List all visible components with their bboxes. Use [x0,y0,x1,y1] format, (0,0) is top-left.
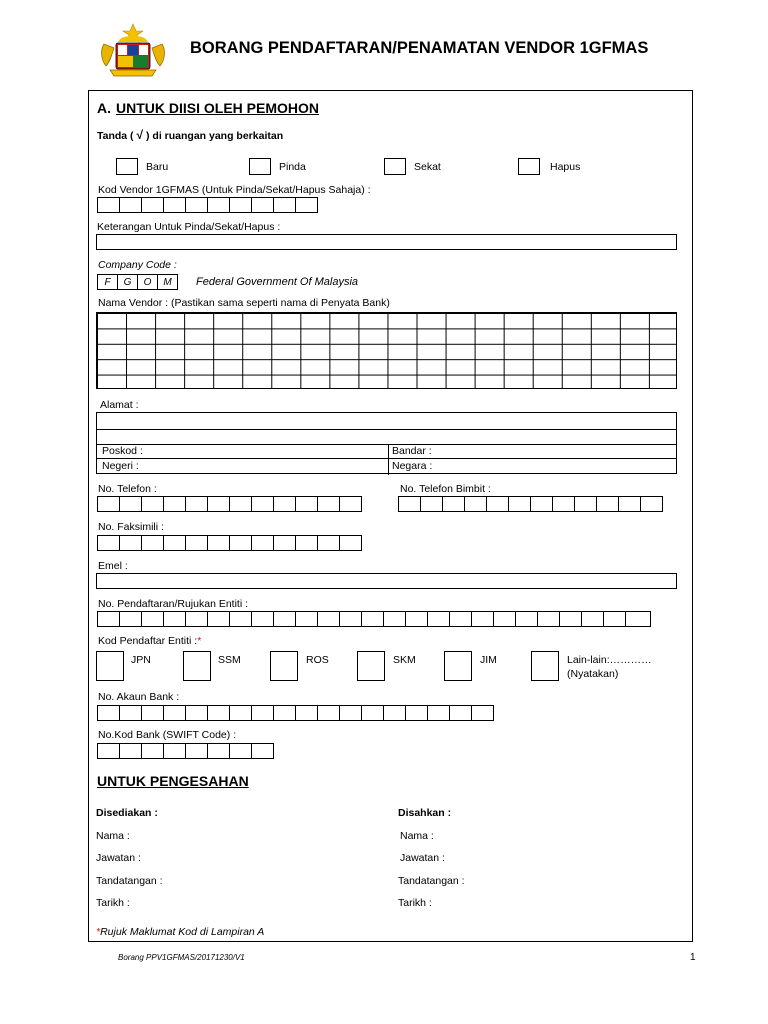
checkbox-sekat[interactable] [384,158,406,175]
telefon-bimbit-input[interactable] [398,496,662,512]
emel-label: Emel : [98,560,128,572]
footnote-mark: * [96,926,101,938]
entity-jpn-label: JPN [131,654,151,666]
disediakan-label: Disediakan : [96,807,158,819]
poskod-label: Poskod : [102,445,143,457]
company-code-label: Company Code : [98,259,177,271]
option-sekat-label: Sekat [414,161,441,173]
negeri-label: Negeri : [102,460,139,472]
tanda-instruction: Tanda ( √ ) di ruangan yang berkaitan [97,128,284,142]
telefon-input[interactable] [97,496,361,512]
company-code-boxes [97,274,178,290]
section-a-title: UNTUK DIISI OLEH PEMOHON [116,100,320,116]
section-a-prefix: A. [97,100,111,116]
alamat-label: Alamat : [100,399,139,411]
swift-label: No.Kod Bank (SWIFT Code) : [98,729,237,741]
checkbox-lain-lain[interactable] [531,651,559,681]
page-number: 1 [690,952,696,963]
faksimili-input[interactable] [97,535,361,551]
faksimili-label: No. Faksimili : [98,521,164,533]
tandatangan-label-left: Tandatangan : [96,875,163,887]
kod-pendaftar-label: Kod Pendaftar Entiti :* [98,635,202,647]
keterangan-label: Keterangan Untuk Pinda/Sekat/Hapus : [97,221,281,233]
nyatakan-label: (Nyatakan) [567,668,619,680]
nama-label-right: Nama : [400,830,434,842]
nama-label-left: Nama : [96,830,130,842]
checkbox-baru[interactable] [116,158,138,175]
check-mark-icon: √ [136,128,144,142]
entity-ros-label: ROS [306,654,329,666]
swift-input[interactable] [97,743,273,759]
checkbox-pinda[interactable] [249,158,271,175]
coat-of-arms-icon [96,22,170,80]
tarikh-label-right: Tarikh : [398,897,432,909]
tarikh-label-left: Tarikh : [96,897,130,909]
checkbox-ssm[interactable] [183,651,211,681]
akaun-bank-input[interactable] [97,705,493,721]
lain-lain-label: Lain-lain:………… [567,654,652,666]
company-code-letter: G [118,275,138,290]
checkbox-jim[interactable] [444,651,472,681]
form-code: Borang PPV1GFMAS/20171230/V1 [118,953,245,962]
entity-ssm-label: SSM [218,654,241,666]
entity-jim-label: JIM [480,654,497,666]
checkbox-hapus[interactable] [518,158,540,175]
pendaftaran-input[interactable] [97,611,650,627]
pendaftaran-label: No. Pendaftaran/Rujukan Entiti : [98,598,249,610]
company-code-desc: Federal Government Of Malaysia [196,276,359,288]
alamat-block[interactable] [96,412,677,474]
form-frame [88,90,693,942]
footnote: *Rujuk Maklumat Kod di Lampiran A [96,926,265,938]
bandar-label: Bandar : [392,445,432,457]
kod-vendor-label: Kod Vendor 1GFMAS (Untuk Pinda/Sekat/Hapus Sahaja) : [98,184,371,196]
company-code-letter: O [138,275,158,290]
disahkan-label: Disahkan : [398,807,452,819]
option-hapus-label: Hapus [550,161,581,173]
nama-vendor-grid[interactable] [96,312,677,389]
jawatan-label-right: Jawatan : [400,852,445,864]
required-mark: * [197,635,202,647]
pengesahan-title: UNTUK PENGESAHAN [97,773,249,789]
option-pinda-label: Pinda [279,161,306,173]
entity-skm-label: SKM [393,654,416,666]
checkbox-ros[interactable] [270,651,298,681]
checkbox-skm[interactable] [357,651,385,681]
page-title: BORANG PENDAFTARAN/PENAMATAN VENDOR 1GFMAS [190,39,649,57]
telefon-label: No. Telefon : [98,483,157,495]
telefon-bimbit-label: No. Telefon Bimbit : [400,483,491,495]
kod-vendor-input[interactable] [97,197,317,213]
jata-negara-logo [96,22,170,80]
akaun-bank-label: No. Akaun Bank : [98,691,180,703]
nama-vendor-label: Nama Vendor : (Pastikan sama seperti nama di Penyata Bank) [98,297,390,309]
checkbox-jpn[interactable] [96,651,124,681]
option-baru-label: Baru [146,161,169,173]
jawatan-label-left: Jawatan : [96,852,141,864]
keterangan-input[interactable] [96,234,677,250]
company-code-letter: F [98,275,118,290]
emel-input[interactable] [96,573,677,589]
company-code-letter: M [158,275,178,290]
negara-label: Negara : [392,460,433,472]
tandatangan-label-right: Tandatangan : [398,875,465,887]
